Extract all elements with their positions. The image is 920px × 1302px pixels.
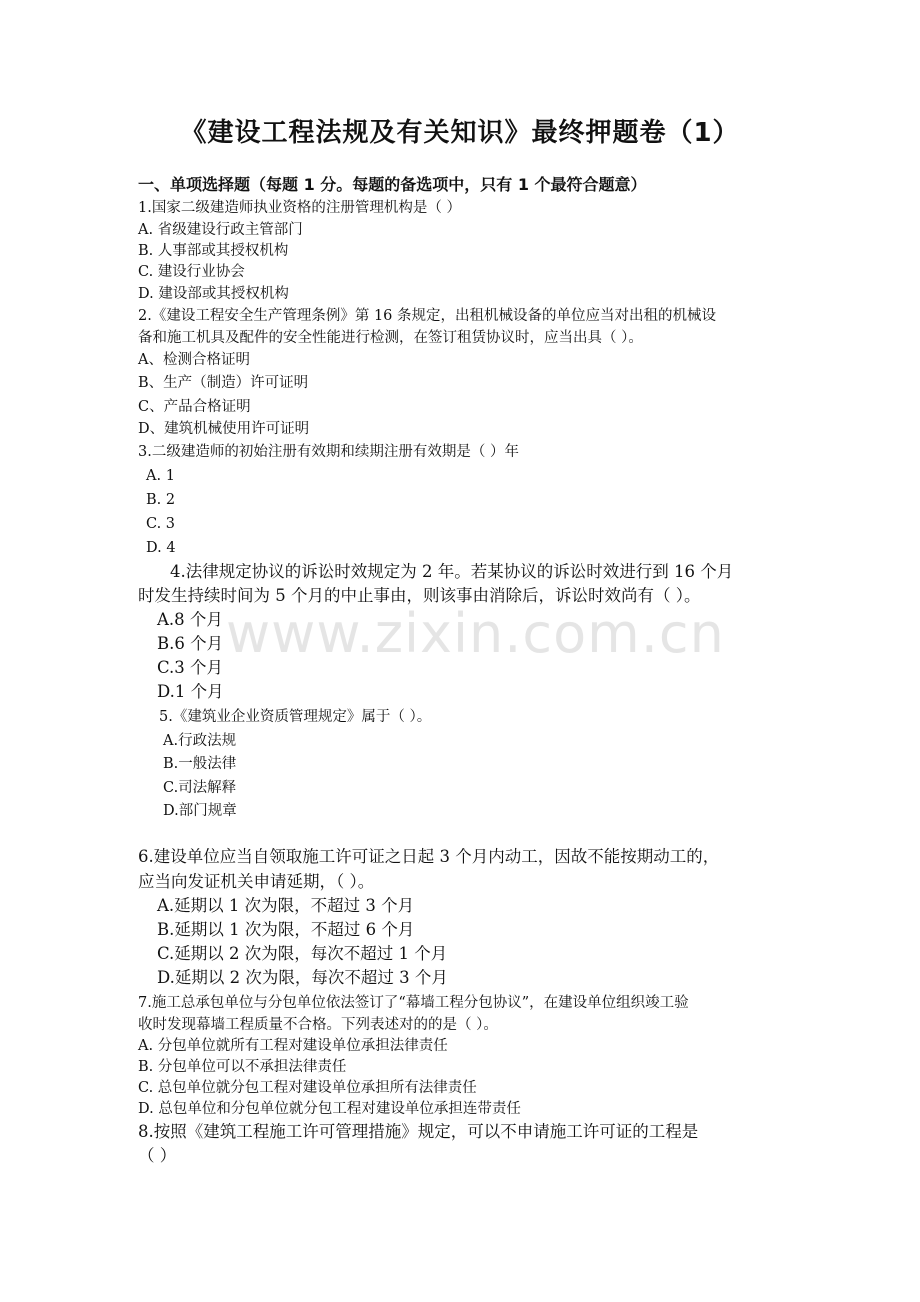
question-5-option-a: A.行政法规 [163,733,237,749]
question-5-stem: 5.《建筑业企业资质管理规定》属于（ ）。 [159,709,432,725]
question-6-stem-line2: 应当向发证机关申请延期，（ ）。 [138,872,375,891]
question-7-stem-line1: 7.施工总承包单位与分包单位依法签订了“幕墙工程分包协议”，在建设单位组织竣工验 [138,995,689,1011]
question-1-option-a: A. 省级建设行政主管部门 [138,222,303,238]
section-heading: 一、单项选择题（每题 1 分。每题的备选项中，只有 1 个最符合题意） [138,175,647,194]
question-7-option-d: D. 总包单位和分包单位就分包工程对建设单位承担连带责任 [138,1101,521,1117]
question-7-option-b: B. 分包单位可以不承担法律责任 [138,1059,347,1075]
question-6-option-c: C.延期以 2 次为限，每次不超过 1 个月 [157,944,448,963]
question-2-stem-line1: 2.《建设工程安全生产管理条例》第 16 条规定，出租机械设备的单位应当对出租的机械设 [138,308,716,324]
question-4-option-c: C.3 个月 [157,658,224,677]
question-4-option-a: A.8 个月 [157,610,223,629]
question-5-option-c: C.司法解释 [163,780,237,796]
question-1-option-c: C. 建设行业协会 [138,264,245,280]
question-6-stem-line1: 6.建设单位应当自领取施工许可证之日起 3 个月内动工，因故不能按期动工的， [138,847,720,866]
question-4-stem-line2: 时发生持续时间为 5 个月的中止事由，则该事由消除后，诉讼时效尚有（ ）。 [138,586,701,605]
question-2-option-d: D、建筑机械使用许可证明 [138,421,310,437]
question-5-option-b: B.一般法律 [163,756,237,772]
question-3-stem: 3.二级建造师的初始注册有效期和续期注册有效期是（ ）年 [138,444,519,460]
question-7-option-c: C. 总包单位就分包工程对建设单位承担所有法律责任 [138,1080,477,1096]
question-7-option-a: A. 分包单位就所有工程对建设单位承担法律责任 [138,1038,448,1054]
question-2-stem-line2: 备和施工机具及配件的安全性能进行检测，在签订租赁协议时，应当出具（ ）。 [138,330,643,346]
question-3-option-b: B. 2 [146,492,176,508]
question-4-option-b: B.6 个月 [157,634,224,653]
question-3-option-a: A. 1 [146,468,175,484]
question-8-stem-line2: （ ） [138,1146,177,1165]
question-4-stem-line1: 4.法律规定协议的诉讼时效规定为 2 年。若某协议的诉讼时效进行到 16 个月 [170,562,734,581]
question-3-option-d: D. 4 [146,540,176,556]
page-title: 《建设工程法规及有关知识》最终押题卷（1） [180,118,740,148]
question-6-option-b: B.延期以 1 次为限，不超过 6 个月 [157,920,415,939]
question-7-stem-line2: 收时发现幕墙工程质量不合格。下列表述对的的是（ ）。 [138,1017,498,1033]
question-5-option-d: D.部门规章 [163,803,237,819]
question-8-stem-line1: 8.按照《建筑工程施工许可管理措施》规定，可以不申请施工许可证的工程是 [138,1122,699,1141]
question-1-stem: 1.国家二级建造师执业资格的注册管理机构是（ ） [138,200,461,216]
watermark-text: www.zixin.com.cn [226,602,725,665]
question-1-option-b: B. 人事部或其授权机构 [138,243,289,259]
question-2-option-b: B、生产（制造）许可证明 [138,375,309,391]
question-4-option-d: D.1 个月 [157,682,224,701]
question-6-option-a: A.延期以 1 次为限，不超过 3 个月 [157,896,415,915]
question-2-option-c: C、产品合格证明 [138,399,251,415]
question-1-option-d: D. 建设部或其授权机构 [138,286,289,302]
question-3-option-c: C. 3 [146,516,176,532]
question-2-option-a: A、检测合格证明 [138,352,250,368]
question-6-option-d: D.延期以 2 次为限，每次不超过 3 个月 [157,968,448,987]
